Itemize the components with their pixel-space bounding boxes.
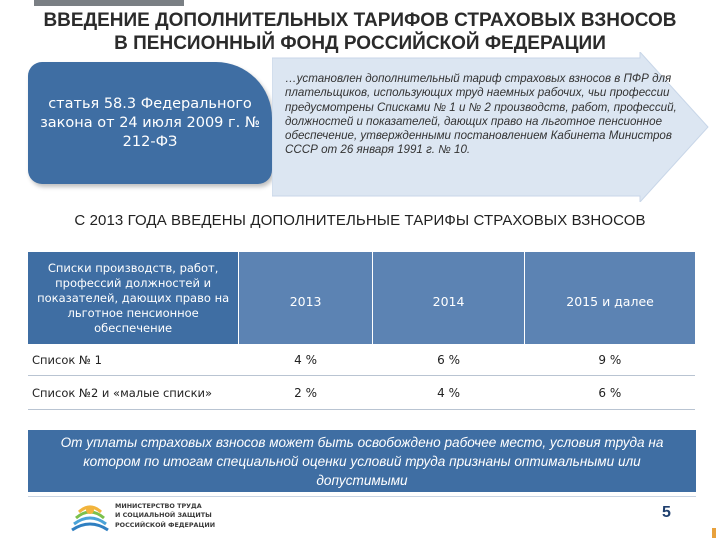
table-header-row: [28, 252, 695, 344]
rate-cell: 6 %: [525, 376, 695, 410]
section-subheading: С 2013 ГОДА ВВЕДЕНЫ ДОПОЛНИТЕЛЬНЫЕ ТАРИФЫ СТРАХОВЫХ ВЗНОСОВ: [74, 212, 646, 229]
ministry-name: [115, 502, 215, 530]
tariff-description: …установлен дополнительный тариф страховых взносов в ПФР для плательщиков, использующих труд наемных рабочих, чьи профессии предусмотрены Списками № 1 и № 2 производств, работ, профессий, должностей и показателей, дающих право на льготное пенсионное обеспечение, утвержденными постановлением Кабинета Министров СССР от 26 января 1991 г. № 10.: [285, 72, 677, 157]
corner-accent: [712, 528, 716, 538]
page-title: [10, 9, 710, 55]
rate-cell: 6 %: [372, 344, 524, 376]
row-label: Список № 1: [28, 344, 239, 376]
top-accent-bar: [34, 0, 184, 6]
table-header-year-2015: 2015 и далее: [525, 252, 695, 344]
table-header-year-2013: 2013: [239, 252, 373, 344]
page-number: 5: [662, 504, 671, 521]
table-row: [28, 344, 695, 376]
table-header-year-2014: 2014: [372, 252, 524, 344]
rate-cell: 2 %: [239, 376, 373, 410]
exemption-note-text: От уплаты страховых взносов может быть освобождено рабочее место, условия труда на котором по итогам специальной оценки условий труда признаны оптимальными или допустимыми: [60, 434, 664, 488]
ministry-name-line-3: РОССИЙСКОЙ ФЕДЕРАЦИИ: [115, 520, 216, 529]
page-title-line-2: В ПЕНСИОННЫЙ ФОНД РОССИЙСКОЙ ФЕДЕРАЦИИ: [114, 33, 606, 54]
rate-cell: 9 %: [525, 344, 695, 376]
rate-cell: 4 %: [239, 344, 373, 376]
rate-cell: 4 %: [372, 376, 524, 410]
exemption-note: [28, 430, 696, 492]
tariff-table: [28, 252, 695, 410]
ministry-logo-icon: [70, 500, 110, 536]
ministry-name-line-2: И СОЦИАЛЬНОЙ ЗАЩИТЫ: [115, 511, 212, 520]
law-reference-text: статья 58.3 Федерального закона от 24 июля 2009 г. № 212-ФЗ: [40, 95, 260, 150]
page-title-line-1: ВВЕДЕНИЕ ДОПОЛНИТЕЛЬНЫХ ТАРИФОВ СТРАХОВЫХ ВЗНОСОВ: [43, 10, 677, 31]
footer-divider: [28, 496, 696, 497]
ministry-name-line-1: МИНИСТЕРСТВО ТРУДА: [115, 502, 202, 510]
law-reference-box: [28, 62, 272, 184]
table-header-lists: Списки производств, работ, профессий должностей и показателей, дающих право на льготное пенсионное обеспечение: [28, 252, 239, 344]
table-row: [28, 376, 695, 410]
row-label: Список №2 и «малые списки»: [28, 376, 239, 410]
